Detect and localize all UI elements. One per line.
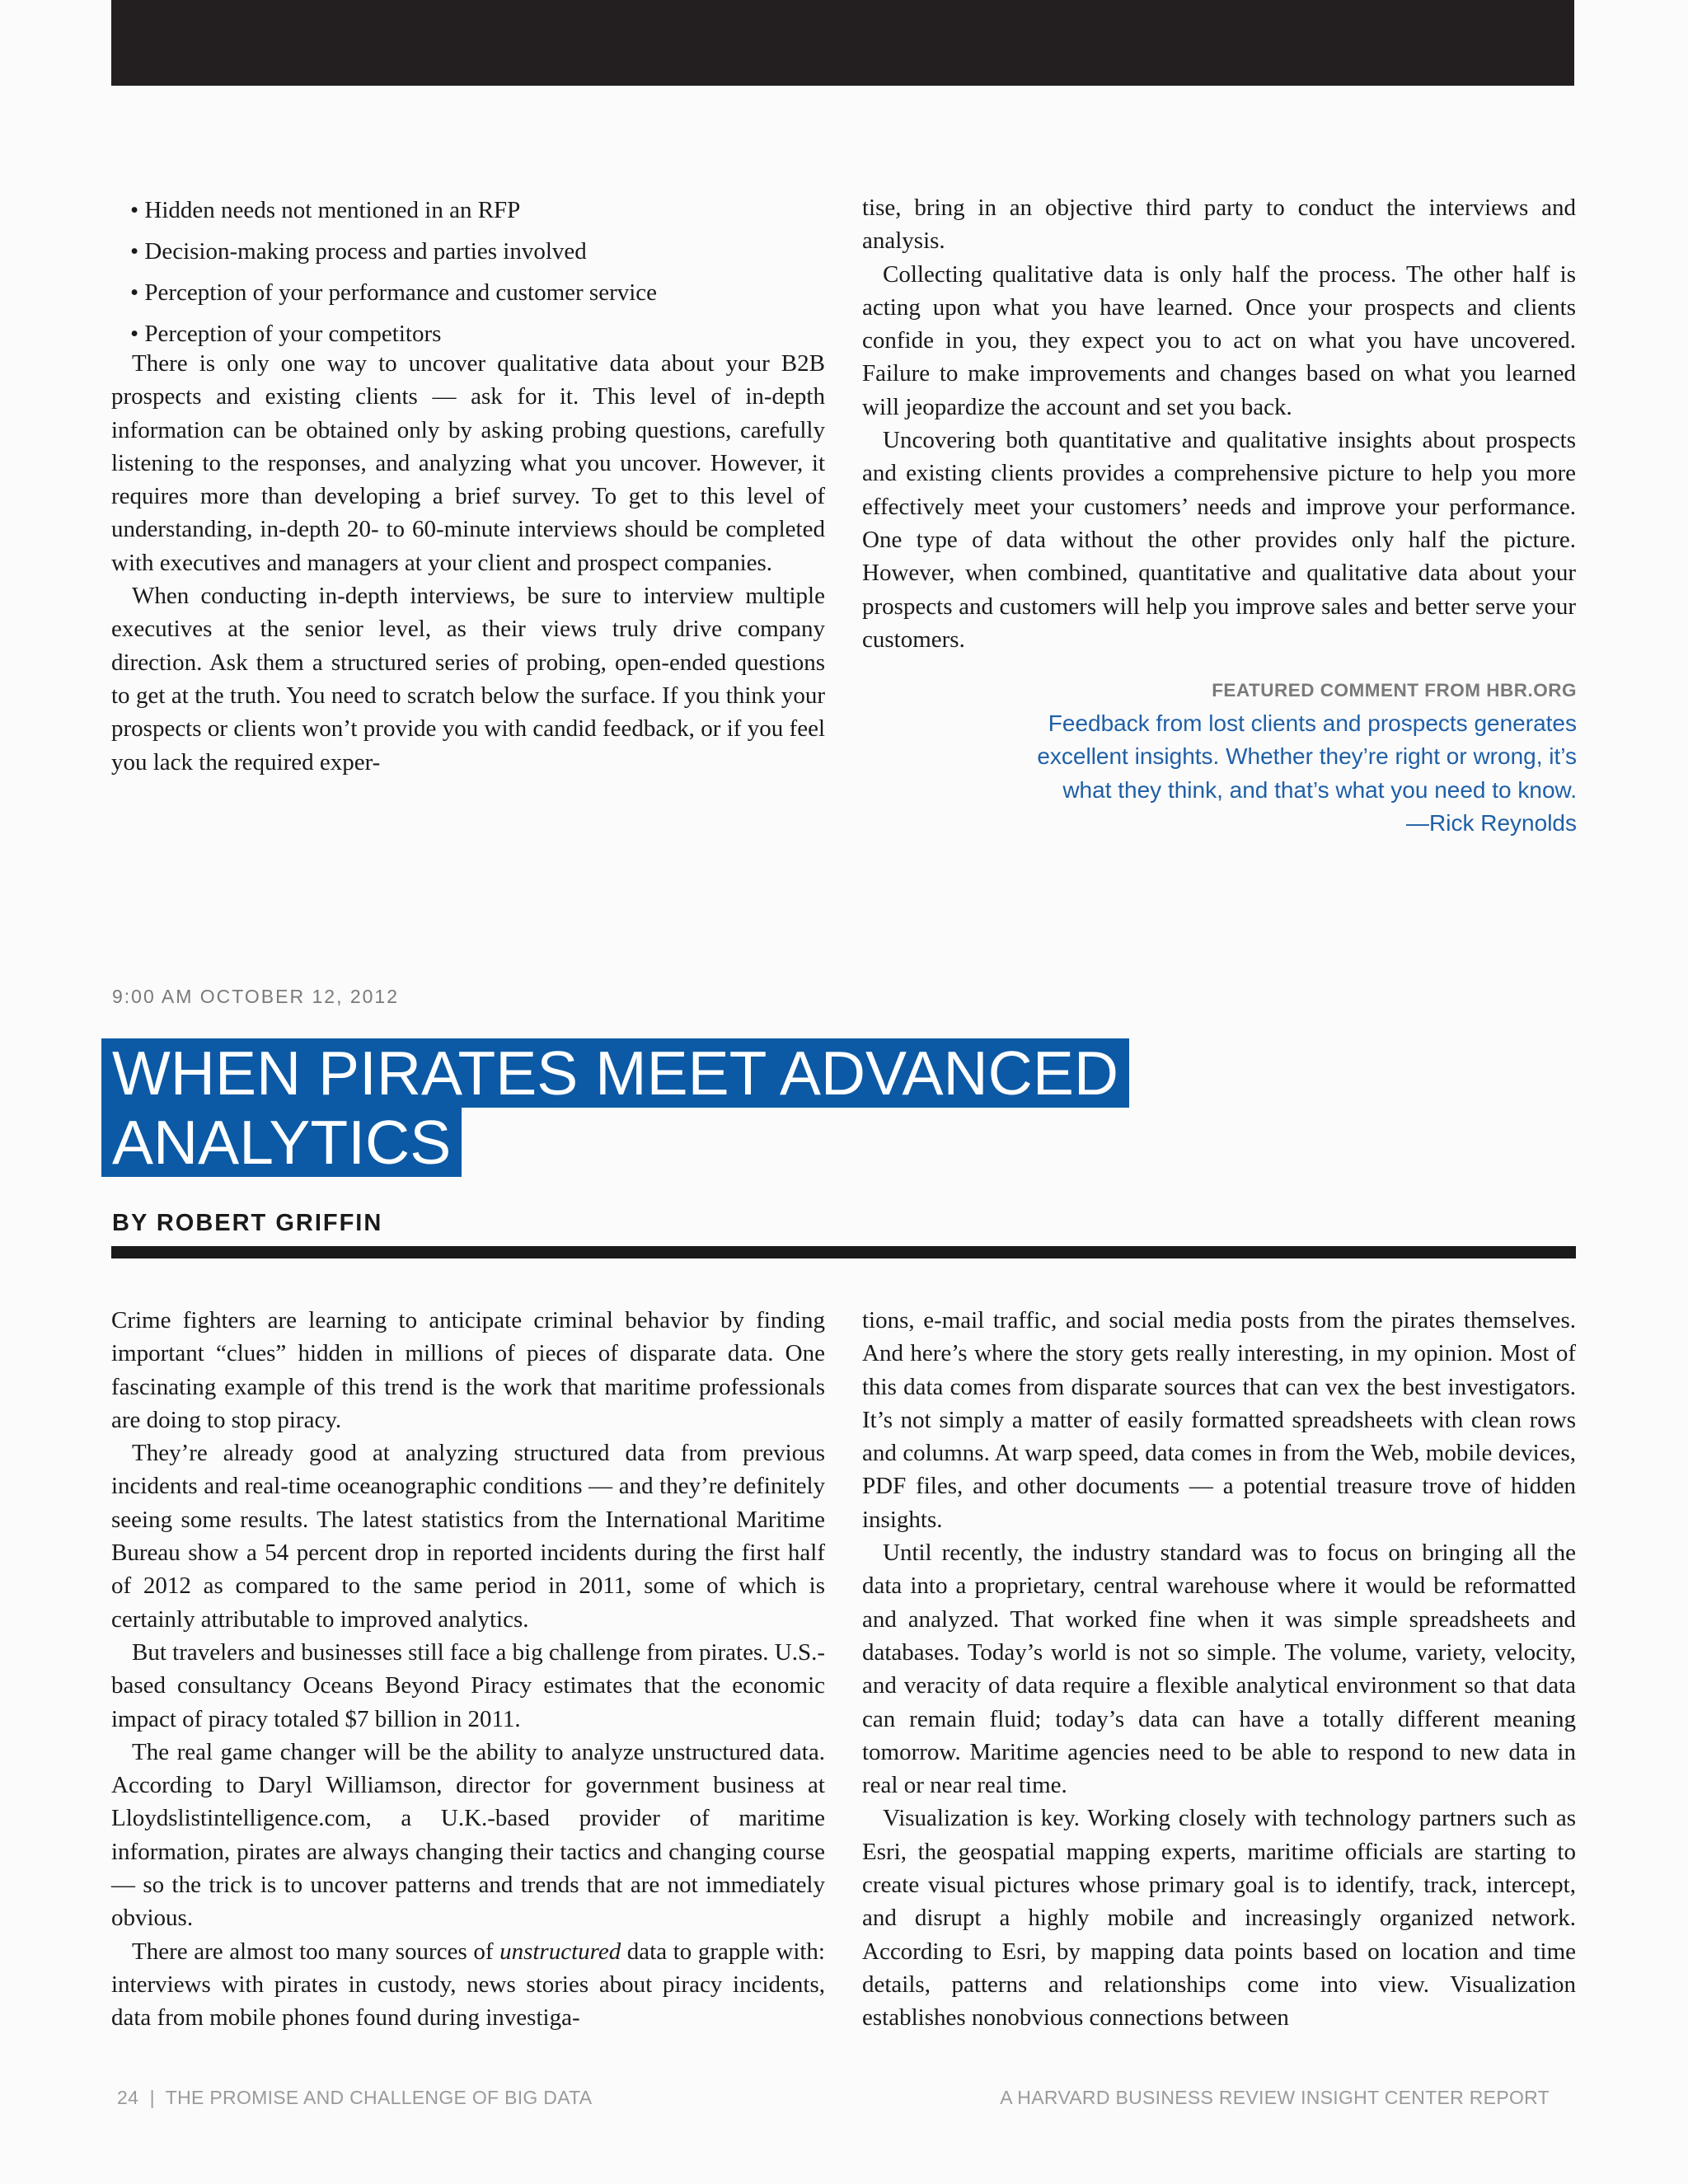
featured-comment-quote-line: Feedback from lost clients and prospects generates — [1048, 710, 1577, 736]
body-paragraph: There is only one way to uncover qualitative data about your B2B prospects and existing clients — ask for it. This level of in-depth information can be obtained only by asking probing questions, carefully listening to the responses, and analyzing what you uncover. However, it requires more than developing a brief survey. To get to this level of understanding, in-depth 20- to 60-minute interviews should be completed with executives and managers at your client and prospect companies. — [111, 350, 825, 576]
body-paragraph: Visualization is key. Working closely with technology partners such as Esri, the geospatial mapping experts, maritime officials are starting to create visual pictures whose primary goal is to identify, track, intercept, and disrupt a highly mobile and increasingly organized network. According to Esri, by mapping data points based on location and time details, patterns and relationships come into view. Visualization establishes nonobvious connections between — [862, 1805, 1576, 2032]
article-title — [101, 1038, 1129, 1177]
previous-article-left-column — [111, 347, 825, 779]
body-paragraph: They’re already good at analyzing structured data from previous incidents and real-time oceanographic conditions — and they’re definitely seeing some results. The latest statistics from the International Maritime Bureau show a 54 percent drop in reported incidents during the first half of 2012 as compared to the same period in 2011, some of which is certainly attributable to improved analytics. — [111, 1440, 825, 1633]
body-paragraph: But travelers and businesses still face a big challenge from pirates. U.S.-based consultancy Oceans Beyond Piracy estimates that the economic impact of piracy totaled $7 billion in 2011. — [111, 1638, 825, 1732]
bullet-item: • Perception of your performance and customer service — [130, 279, 658, 306]
body-paragraph: Uncovering both quantitative and qualitative insights about prospects and existing clients provides a comprehensive picture to help you more effectively meet your customers’ needs and improve your performance. One type of data without the other provides only half the picture. However, when combined, quantitative and qualitative data about your prospects and customers will help you improve sales and better serve your customers. — [862, 427, 1576, 653]
article-right-column — [862, 1304, 1576, 2035]
footer-page-info: 24 | THE PROMISE AND CHALLENGE OF BIG DATA — [117, 2087, 593, 2108]
featured-comment-attribution: —Rick Reynolds — [1406, 809, 1577, 836]
italic-text: unstructured — [499, 1938, 621, 1965]
bullet-item: • Decision-making process and parties involved — [130, 238, 587, 265]
article-dateline: 9:00 AM OCTOBER 12, 2012 — [112, 986, 400, 1007]
bullet-item: • Perception of your competitors — [130, 321, 442, 347]
featured-comment-quote-line: what they think, and that’s what you need to know. — [1062, 776, 1577, 803]
previous-article-right-column — [862, 191, 1576, 656]
bullet-item: • Hidden needs not mentioned in an RFP — [130, 197, 521, 223]
body-text: There are almost too many sources of — [132, 1938, 500, 1965]
featured-comment-quote-line: excellent insights. Whether they’re right or wrong, it’s — [1037, 743, 1577, 770]
body-paragraph: tise, bring in an objective third party to conduct the interviews and analysis. — [862, 194, 1576, 255]
bullet-list — [130, 190, 839, 354]
article-title-line: ANALYTICS — [101, 1108, 462, 1177]
body-paragraph: The real game changer will be the ability to analyze unstructured data. According to Daryl Williamson, director for government business at Lloydslistintelligence.com, a U.K.-based provider of maritime information, pirates are always changing their tactics and changing course — so the trick is to uncover patterns and trends that are not immediately obvious. — [111, 1738, 825, 1932]
featured-comment — [857, 674, 1577, 840]
featured-comment-label: FEATURED COMMENT FROM HBR.ORG — [1212, 680, 1577, 701]
article-byline: BY ROBERT GRIFFIN — [112, 1210, 383, 1236]
article-left-column — [111, 1304, 825, 2035]
body-text: data to grapple with: interviews with pirates in custody, news stories about piracy incidents, data from mobile phones found during investiga- — [111, 1938, 825, 2032]
body-paragraph: Collecting qualitative data is only half the process. The other half is acting upon what you have learned. Once your prospects and clients confide in you, they expect you to act on what you have uncovered. Failure to make improvements and changes based on what you learned will jeopardize the account and set you back. — [862, 260, 1576, 420]
body-paragraph: tions, e-mail traffic, and social media posts from the pirates themselves. And here’s where the story gets really interesting, in my opinion. Most of this data comes from disparate sources that can vex the best investigators. It’s not simply a matter of easily formatted spreadsheets with clean rows and columns. At warp speed, data comes in from the Web, mobile devices, PDF files, and other documents — a potential treasure trove of hidden insights. — [862, 1307, 1576, 1533]
byline-rule — [111, 1246, 1576, 1258]
body-paragraph — [111, 1935, 825, 2035]
body-paragraph: When conducting in-depth interviews, be sure to interview multiple executives at the senior level, as their views truly drive company direction. Ask them a structured series of probing, open-ended questions to get at the truth. You need to scratch below the surface. If you think your prospects or clients won’t provide you with candid feedback, or if you feel you lack the required exper- — [111, 583, 825, 776]
body-paragraph: Crime fighters are learning to anticipate criminal behavior by finding important “clues” hidden in millions of pieces of disparate data. One fascinating example of this trend is the work that maritime professionals are doing to stop piracy. — [111, 1307, 825, 1433]
footer-report-title: A HARVARD BUSINESS REVIEW INSIGHT CENTER REPORT — [1000, 2087, 1550, 2108]
article-title-line: WHEN PIRATES MEET ADVANCED — [101, 1038, 1129, 1108]
top-black-bar — [111, 0, 1574, 86]
body-paragraph: Until recently, the industry standard was to focus on bringing all the data into a proprietary, central warehouse where it would be reformatted and analyzed. That worked fine when it was simple spreadsheets and databases. Today’s world is not so simple. The volume, variety, velocity, and veracity of data require a flexible analytical environment so that data can remain fluid; today’s data can have a totally different meaning tomorrow. Maritime agencies need to be able to respond to new data in real or near real time. — [862, 1540, 1576, 1799]
